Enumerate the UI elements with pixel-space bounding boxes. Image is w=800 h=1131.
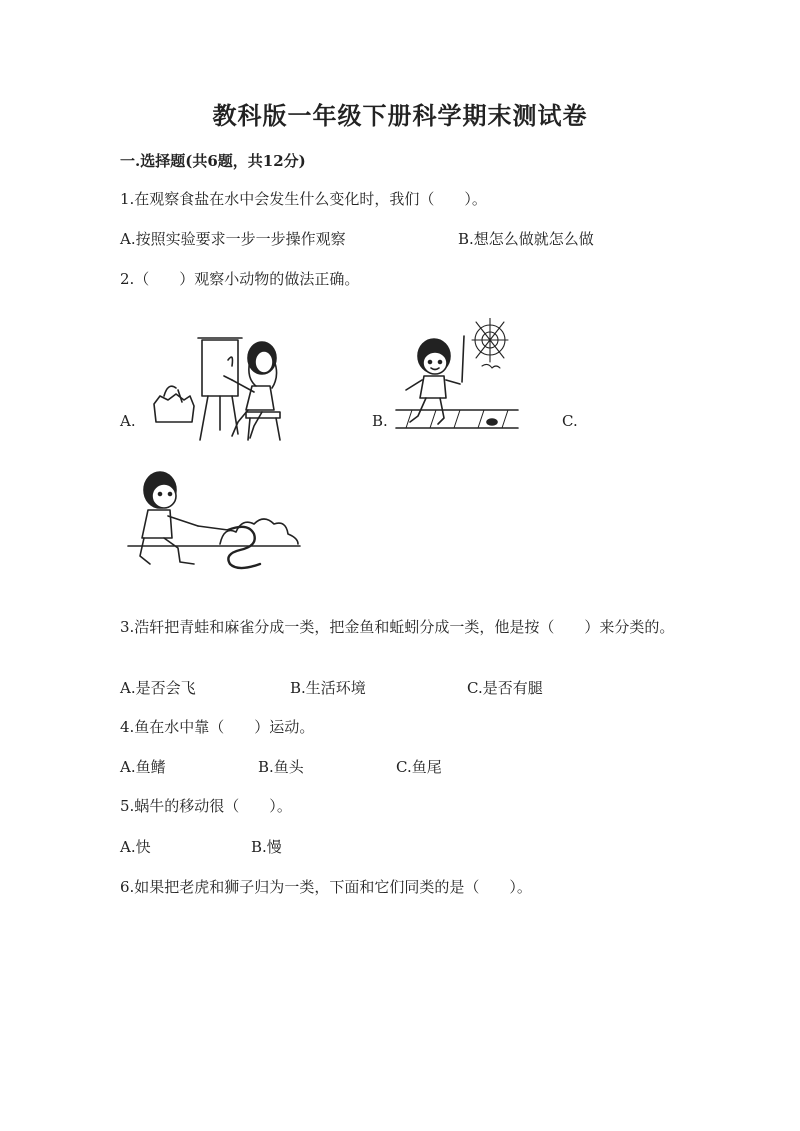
- question-1-option-a: A.按照实验要求一步一步操作观察: [120, 230, 346, 248]
- question-2-option-a: A.: [120, 412, 136, 430]
- question-1-text: 1.在观察食盐在水中会发生什么变化时，我们（ ）。: [120, 190, 487, 208]
- question-5-option-a: A.快: [120, 838, 151, 856]
- question-4-text: 4.鱼在水中靠（ ）运动。: [120, 718, 315, 736]
- question-2-option-c: C.: [562, 412, 578, 430]
- boy-with-stick-illustration: [392, 318, 522, 443]
- question-3-option-b: B.生活环境: [290, 679, 366, 697]
- boy-poking-snake-illustration: [124, 466, 304, 576]
- question-3-option-a: A.是否会飞: [120, 679, 196, 697]
- question-5-option-b: B.慢: [251, 838, 282, 856]
- question-6-text: 6.如果把老虎和狮子归为一类，下面和它们同类的是（ ）。: [120, 878, 532, 896]
- question-1-option-b: B.想怎么做就怎么做: [458, 230, 594, 248]
- question-3-text: 3.浩轩把青蛙和麻雀分成一类，把金鱼和蚯蚓分成一类，他是按（ ）来分类的。: [120, 618, 675, 636]
- girl-drawing-illustration: [150, 330, 300, 445]
- question-4-option-c: C.鱼尾: [396, 758, 442, 776]
- question-3-option-c: C.是否有腿: [467, 679, 543, 697]
- question-5-text: 5.蜗牛的移动很（ ）。: [120, 797, 292, 815]
- question-4-option-a: A.鱼鳍: [120, 758, 166, 776]
- question-2-text: 2.（ ）观察小动物的做法正确。: [120, 270, 360, 288]
- question-2-option-b: B.: [372, 412, 388, 430]
- section-heading: 一.选择题(共6题，共12分): [120, 152, 306, 170]
- question-4-option-b: B.鱼头: [258, 758, 304, 776]
- page-title: 教科版一年级下册科学期末测试卷: [212, 101, 588, 130]
